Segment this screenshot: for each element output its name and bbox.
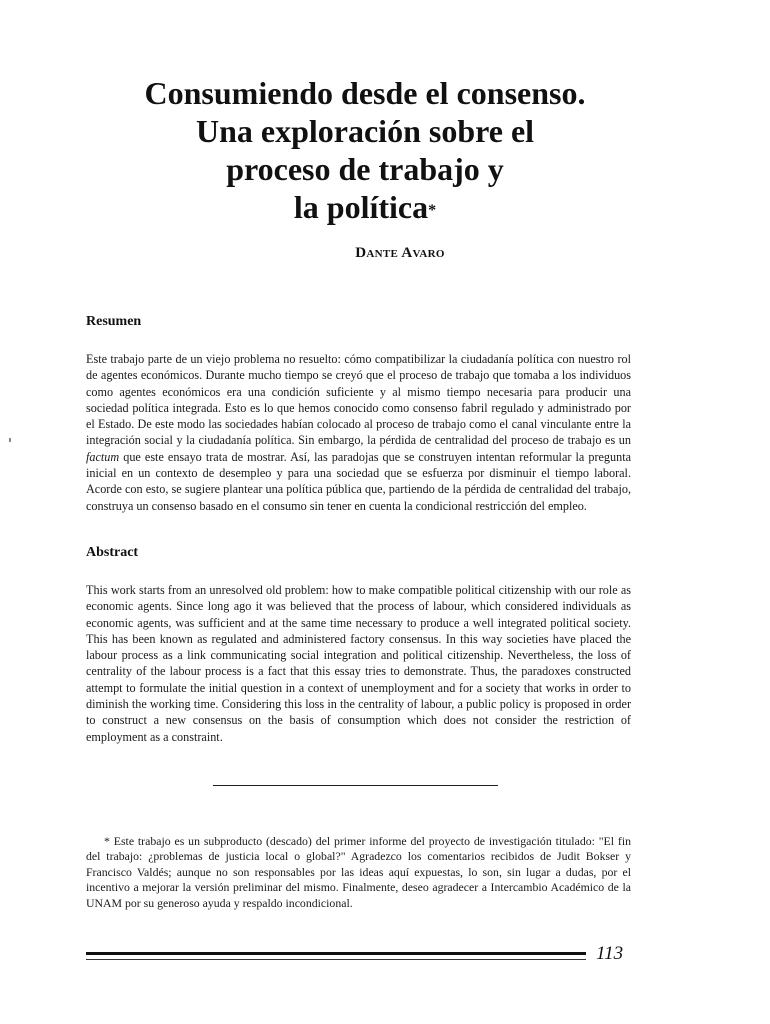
scan-margin-mark: [9, 438, 11, 442]
article-title: [60, 74, 670, 226]
resumen-text-end: que este ensayo trata de mostrar. Así, las paradojas que se construyen intentan reformular la pregunta inicial en un contexto de desempleo y para una sociedad que se esfuerza por disminuir el tiempo laboral. Acorde con esto, se sugiere plantear una política pública que, partiendo de la pérdida de centralidad del trabajo, construya un consenso basado en el consumo sin tener en cuenta la condicional restricción del empleo.: [86, 449, 631, 513]
resumen-text-start: Este trabajo parte de un viejo problema no resuelto: cómo compatibilizar la ciudadanía política con nuestro rol de agentes económicos. Durante mucho tiempo se creyó que el proceso de trabajo que tomaba a los individuos como agentes económicos era una condición suficiente y al mismo tiempo necesaria para producir una sociedad política integrada. Esto es lo que hemos conocido como consenso fabril regulado y administrado por el Estado. De este modo las sociedades habían colocado al proceso de trabajo como el canal vinculante entre la integración social y la ciudadanía política. Sin embargo, la pérdida de centralidad del proceso de trabajo es un: [86, 352, 631, 448]
title-line-2: Una exploración sobre el: [195, 113, 535, 149]
title-line-1: Consumiendo desde el consenso.: [144, 75, 586, 111]
footer-rule-thick: [86, 952, 586, 955]
title-line-4-text: la política: [293, 189, 429, 225]
author-name: Dante Avaro: [355, 245, 445, 261]
title-footnote-marker: *: [428, 202, 437, 219]
footer-rule-thin: [86, 959, 586, 960]
page-number: 113: [596, 943, 624, 964]
resumen-paragraph: [86, 351, 631, 514]
title-line-3: proceso de trabajo y: [226, 151, 504, 187]
footnote-separator: [213, 785, 498, 786]
resumen-italic-term: factum: [86, 449, 120, 464]
abstract-heading: Abstract: [86, 545, 139, 560]
footnote: * Este trabajo es un subproducto (descado) del primer informe del proyecto de investigación titulado: "El fin del trabajo: ¿problemas de justicia local o global?" Agradezco los comentarios recibidos de Judit Bokser y Francisco Valdés; aunque no son responsables por las ideas aquí expuestas, lo son, sin lugar a dudas, por el incentivo a mejorar la versión preliminar del mismo. Finalmente, deseo agradecer a Intercambio Académico de la UNAM por su generoso ayuda y respaldo incondicional.: [86, 834, 631, 910]
resumen-heading: Resumen: [86, 314, 142, 329]
abstract-paragraph: This work starts from an unresolved old problem: how to make compatible political citizenship with our role as economic agents. Since long ago it was believed that the process of labour, which considered individuals as economic agents, was sufficient and at the same time necessary to produce a well integrated political society. This has been known as regulated and administered factory consensus. In this way societies have placed the labour process as a link communicating social integration and political citizenship. Nevertheless, the loss of centrality of the labour process is a fact that this essay tries to demonstrate. Thus, the paradoxes constructed attempt to formulate the initial question in a context of unemployment and for a society that works in order to diminish the working time. Considering this loss in the centrality of labour, a public policy is proposed in order to construct a new consensus on the basis of consumption which does not consider the restriction of employment as a constraint.: [86, 583, 631, 744]
title-line-4: [60, 188, 670, 226]
